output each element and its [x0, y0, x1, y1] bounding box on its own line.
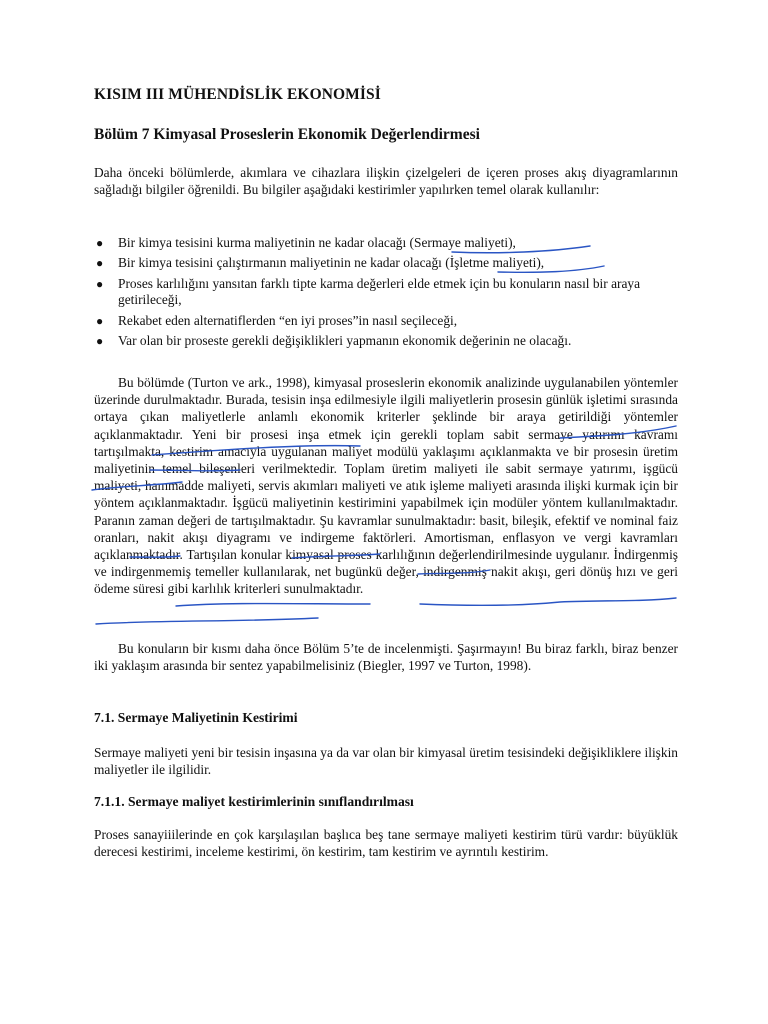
part-title: KISIM III MÜHENDİSLİK EKONOMİSİ [94, 86, 381, 103]
bullet-icon: ● [96, 256, 104, 271]
bullet-icon: ● [96, 313, 104, 328]
bullet-text: Proses karlılığını yansıtan farklı tipte karma değerleri elde etmek için bu konuların nasıl bir araya getirileceği, [118, 275, 641, 308]
intro-paragraph: Daha önceki bölümlerde, akımlara ve cihazlara ilişkin çizelgeleri de içeren proses akış diyagramlarının sağladığı bilgiler öğrenildi. Bu bilgiler aşağıdaki kestirimler yapılırken temel olarak kullanılır: [94, 165, 678, 198]
bullet-icon: ● [96, 334, 104, 349]
second-paragraph: Bu konuların bir kısmı daha önce Bölüm 5’te de incelenmişti. Şaşırmayın! Bu biraz farklı, biraz benzer iki yaklaşım arasında bir sentez yapabilmelisiniz (Biegler, 1997 ve Turton, 1998). [94, 641, 678, 674]
bullet-icon: ● [96, 236, 104, 250]
section-7-1-1-title: 7.1.1. Sermaye maliyet kestirimlerinin sınıflandırılması [94, 794, 414, 809]
bullet-icon: ● [96, 276, 104, 291]
list-item [94, 333, 678, 349]
chapter-title: Bölüm 7 Kimyasal Proseslerin Ekonomik Değerlendirmesi [94, 126, 480, 143]
list-item [94, 276, 678, 309]
document-page [94, 0, 678, 1024]
bullet-text: Rekabet eden alternatiflerden “en iyi proses”in nasıl seçileceği, [118, 312, 458, 328]
bullet-text: Bir kimya tesisini kurma maliyetinin ne kadar olacağı (Sermaye maliyeti), [118, 235, 516, 250]
list-item [94, 255, 678, 271]
section-7-1-title: 7.1. Sermaye Maliyetinin Kestirimi [94, 710, 298, 725]
main-paragraph: Bu bölümde (Turton ve ark., 1998), kimyasal proseslerin ekonomik analizinde uygulanabilen yöntemler üzerinde durulmaktadır. Burada, tesisin inşa edilmesiyle ilgili maliyetlerin prosesin günlük işletimi sırasında ortaya çıkan maliyetlerle anlamlı ekonomik kriterler şeklinde bir araya getirildiği yöntemler açıklanmaktadır. Yeni bir prosesi inşa etmek için gerekli toplam sabit sermaye yatırımı kavramı tartışılmakta, kestirim amacıyla uygulanan maliyet modülü yaklaşımı açıklanmakta ve bir prosesin üretim maliyetinin temel bileşenleri verilmektedir. Toplam üretim maliyeti ile sabit sermaye yatırımı, işgücü maliyeti, hammadde maliyeti, servis akımları maliyeti ve atık işleme maliyeti arasında ilişki kurmak için bir yöntem açıklanmaktadır. İşgücü maliyetinin kestirimini yapabilmek için modüler yöntem kullanılmaktadır. Paranın zaman değeri de tartışılmaktadır. Şu kavramlar sunulmaktadır: basit, bileşik, efektif ve nominal faiz oranları, nakit akışı diyagramı ve indirgeme faktörleri. Amortisman, enflasyon ve vergi kavramları açıklanmaktadır. Tartışılan konular kimyasal proses karlılığının değerlendirilmesinde uygulanır. İndirgenmiş ve indirgenmemiş temeller kullanılarak, net bugünkü değer, indirgenmiş nakit akışı, geri dönüş hızı ve geri ödeme süresi gibi karlılık kriterleri sunulmaktadır. [94, 375, 678, 597]
section-7-1-1-text: Proses sanayiiilerinde en çok karşılaşılan başlıca beş tane sermaye maliyeti kestirim türü vardır: büyüklük derecesi kestirimi, inceleme kestirimi, ön kestirim, tam kestirim ve ayrıntılı kestirim. [94, 827, 678, 860]
bullet-list [94, 235, 678, 353]
section-7-1-text: Sermaye maliyeti yeni bir tesisin inşasına ya da var olan bir kimyasal üretim tesisindeki değişikliklere ilişkin maliyetler ile ilgilidir. [94, 745, 678, 778]
bullet-text: Bir kimya tesisini çalıştırmanın maliyetinin ne kadar olacağı (İşletme maliyeti), [118, 255, 545, 271]
list-item [94, 313, 678, 329]
bullet-text: Var olan bir proseste gerekli değişiklikleri yapmanın ekonomik değerinin ne olacağı. [118, 333, 572, 349]
list-item [94, 235, 678, 251]
